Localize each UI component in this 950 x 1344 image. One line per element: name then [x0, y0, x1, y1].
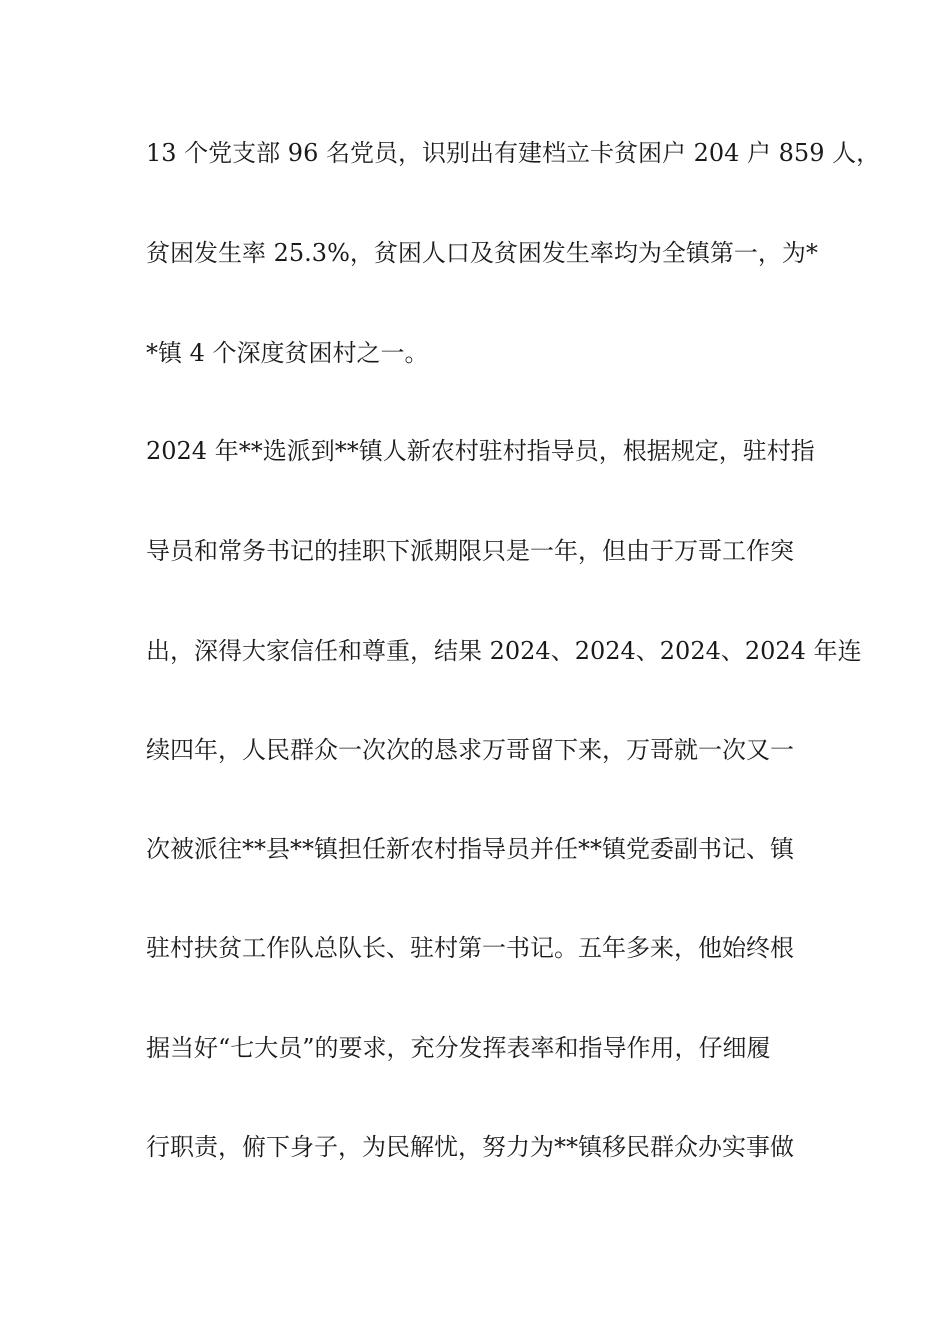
text-line: 出，深得大家信任和尊重，结果 2024、2024、2024、2024 年连: [146, 637, 862, 665]
text-line: 行职责，俯下身子，为民解忧，努力为**镇移民群众办实事做: [146, 1133, 794, 1161]
text-line: 续四年，人民群众一次次的恳求万哥留下来，万哥就一次又一: [146, 736, 794, 764]
text-line: 次被派往**县**镇担任新农村指导员并任**镇党委副书记、镇: [146, 835, 794, 863]
text-line: 导员和常务书记的挂职下派期限只是一年，但由于万哥工作突: [146, 537, 794, 565]
text-line: 贫困发生率 25.3%，贫困人口及贫困发生率均为全镇第一，为*: [146, 239, 818, 267]
text-line: 驻村扶贫工作队总队长、驻村第一书记。五年多来，他始终根: [146, 934, 794, 962]
text-line: 2024 年**选派到**镇人新农村驻村指导员，根据规定，驻村指: [146, 437, 815, 465]
text-line: 13 个党支部 96 名党员，识别出有建档立卡贫困户 204 户 859 人，: [146, 139, 881, 167]
text-line: *镇 4 个深度贫困村之一。: [146, 339, 429, 367]
text-line: 据当好“七大员”的要求，充分发挥表率和指导作用，仔细履: [146, 1034, 771, 1062]
